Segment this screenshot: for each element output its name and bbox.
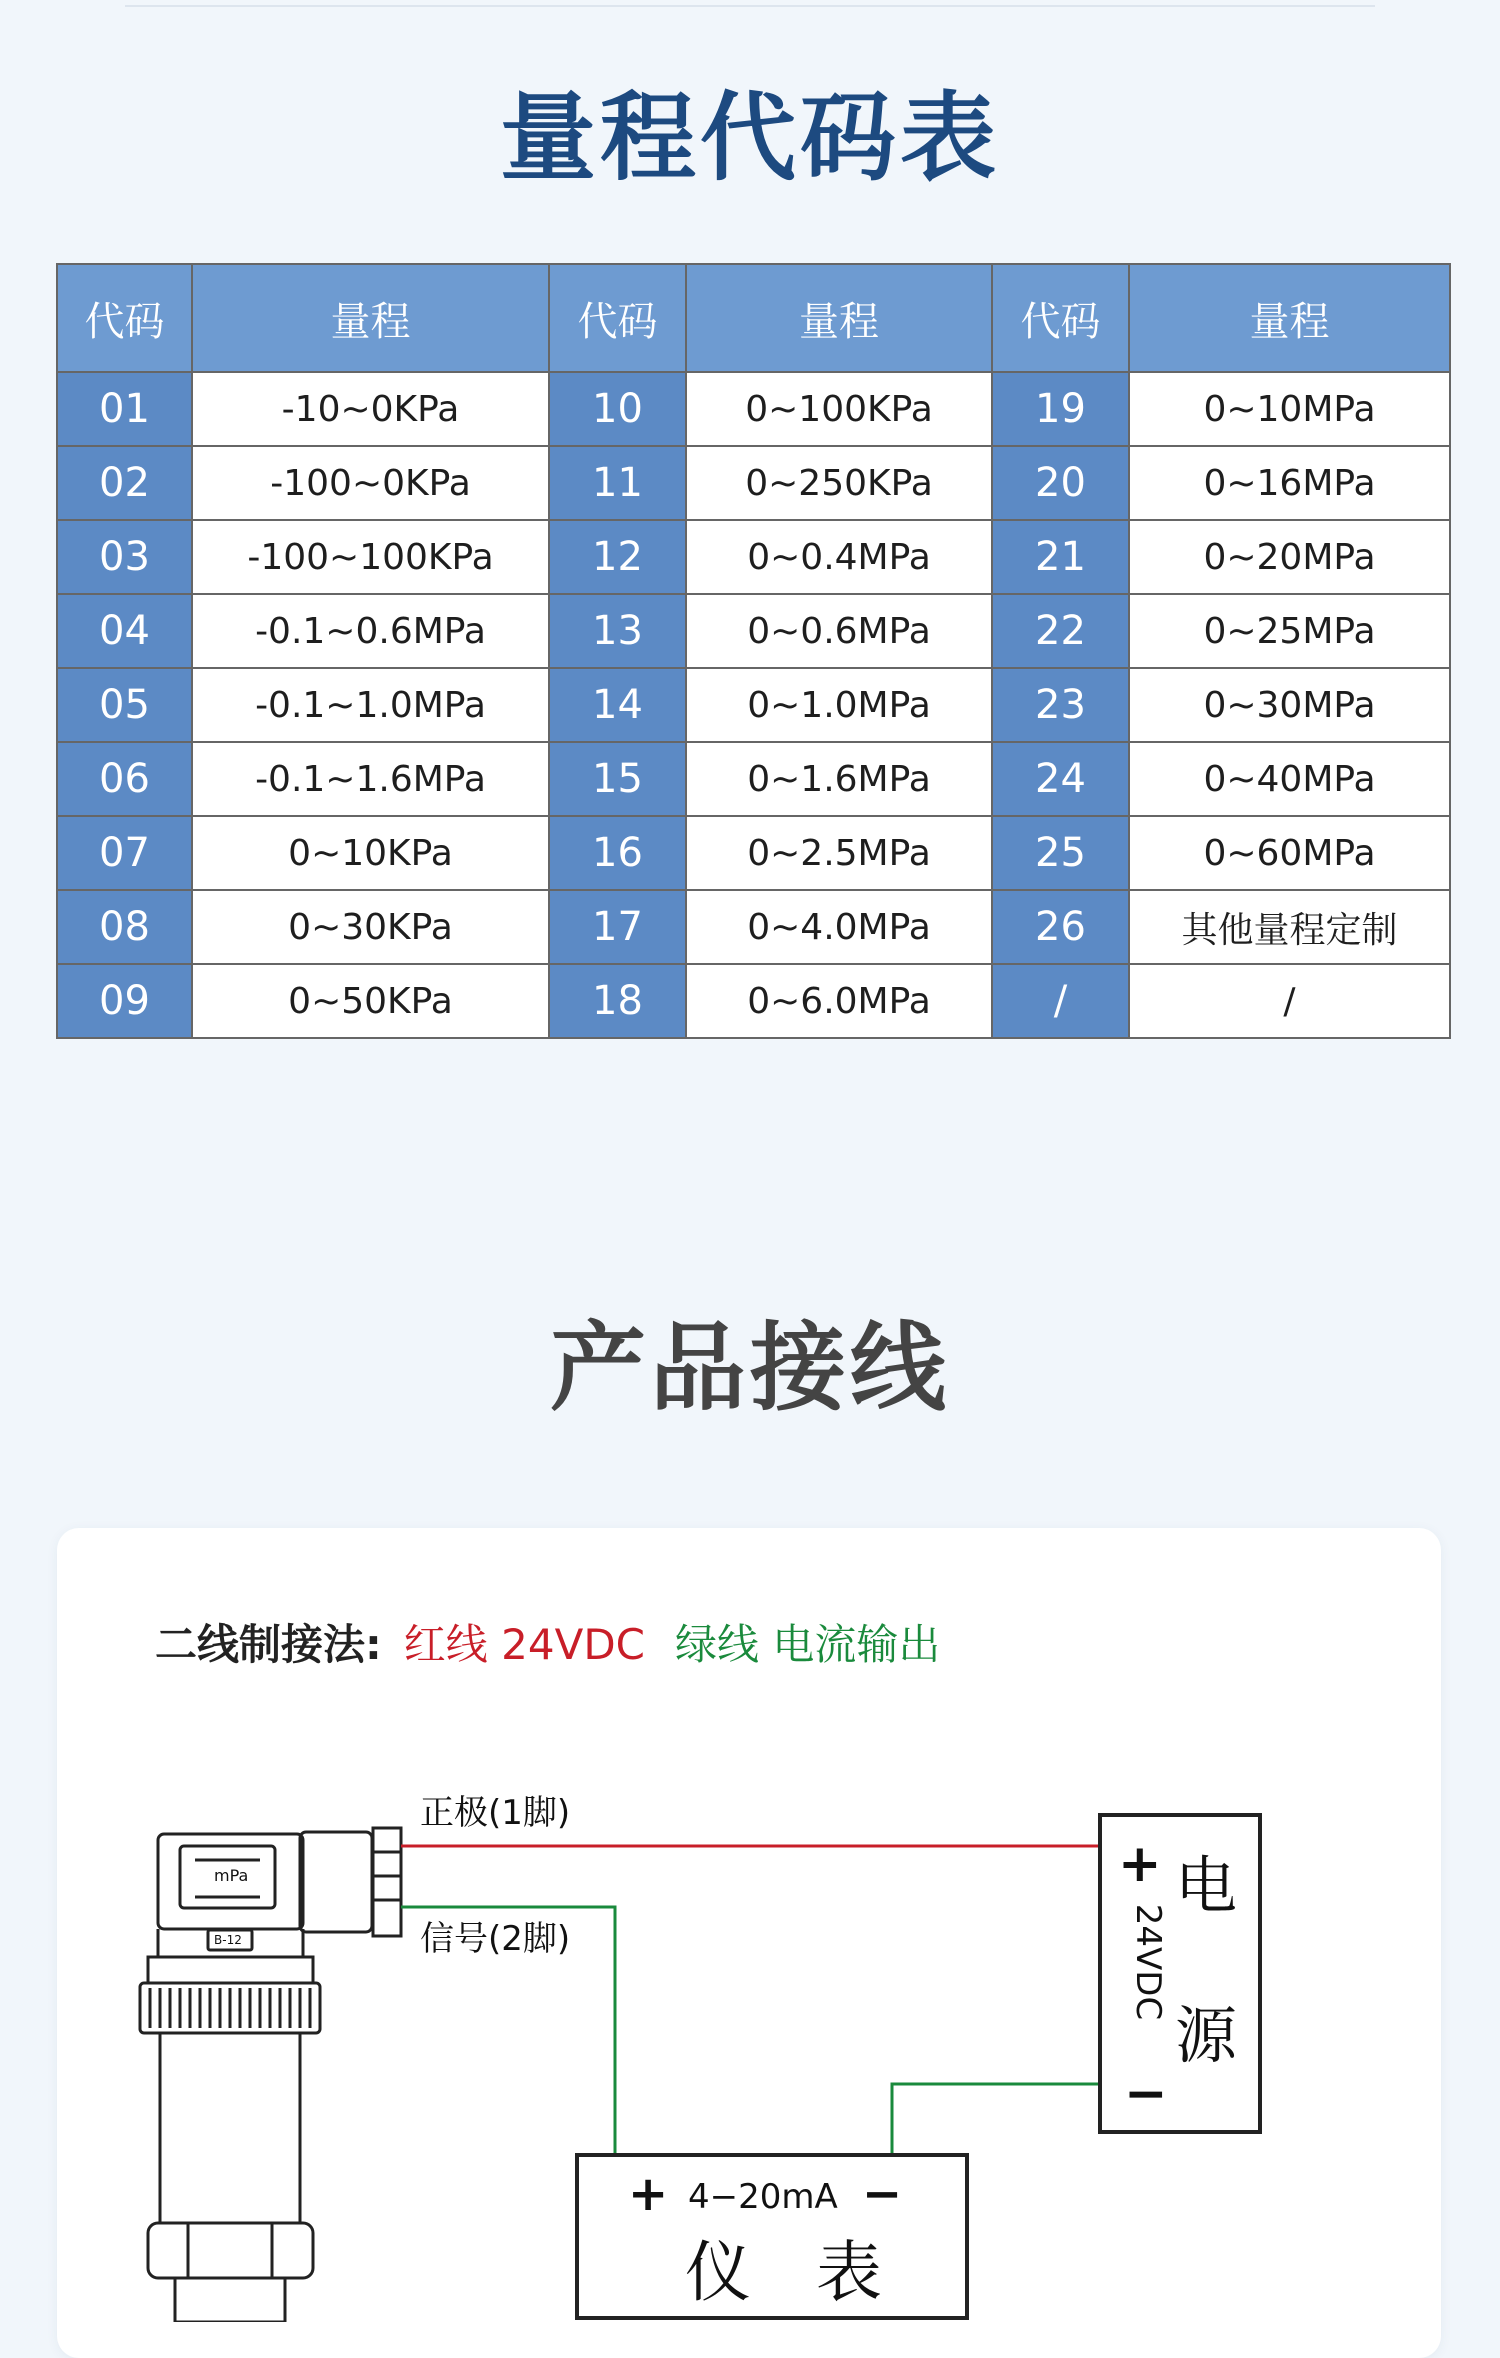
code-cell: 03 [57,520,192,594]
header-code: 代码 [57,264,192,372]
code-cell: 15 [549,742,686,816]
range-cell: 0~2.5MPa [686,816,992,890]
meter-label: 仪 表 [685,2234,904,2311]
range-cell: 0~0.6MPa [686,594,992,668]
range-cell: 0~250KPa [686,446,992,520]
range-cell: 0~4.0MPa [686,890,992,964]
range-cell: 0~30MPa [1129,668,1450,742]
code-cell: 21 [992,520,1129,594]
code-cell: 02 [57,446,192,520]
code-cell: 05 [57,668,192,742]
code-cell: 07 [57,816,192,890]
range-cell: -10~0KPa [192,372,549,446]
range-cell: -0.1~0.6MPa [192,594,549,668]
range-cell: -100~0KPa [192,446,549,520]
code-cell: 22 [992,594,1129,668]
meter-range-label: 4−20mA [688,2177,838,2217]
power-label-char-1: 电 [1175,1849,1238,1922]
green-wire-text: 绿线 电流输出 [675,1620,941,1669]
code-cell: 24 [992,742,1129,816]
power-minus-sign: − [1124,2064,1168,2124]
code-cell: 11 [549,446,686,520]
code-cell: 18 [549,964,686,1038]
header-range: 量程 [1129,264,1450,372]
range-cell: / [1129,964,1450,1038]
range-cell: -0.1~1.0MPa [192,668,549,742]
range-cell: 0~30KPa [192,890,549,964]
header-code: 代码 [992,264,1129,372]
code-cell: 25 [992,816,1129,890]
range-cell: 0~40MPa [1129,742,1450,816]
code-cell: 10 [549,372,686,446]
range-cell: 0~50KPa [192,964,549,1038]
range-cell: 0~10MPa [1129,372,1450,446]
code-cell: 16 [549,816,686,890]
range-cell: -0.1~1.6MPa [192,742,549,816]
range-cell: 0~1.6MPa [686,742,992,816]
range-cell: 0~16MPa [1129,446,1450,520]
range-cell: 0~100KPa [686,372,992,446]
power-voltage-label: 24VDC [1128,1903,1169,2021]
code-cell: 20 [992,446,1129,520]
sensor-grip-ridges [150,1988,310,2028]
meter-minus-sign: − [862,2166,903,2222]
code-cell: 12 [549,520,686,594]
range-cell: 0~10KPa [192,816,549,890]
header-range: 量程 [192,264,549,372]
code-cell: 17 [549,890,686,964]
sensor-illustration [140,1828,401,2322]
sensor-display-text: mPa [214,1866,249,1885]
code-cell: 06 [57,742,192,816]
range-cell: 0~6.0MPa [686,964,992,1038]
range-code-title: 量程代码表 [500,82,1000,194]
code-cell: 09 [57,964,192,1038]
range-cell: 其他量程定制 [1129,890,1450,964]
code-cell: / [992,964,1129,1038]
code-cell: 14 [549,668,686,742]
code-cell: 19 [992,372,1129,446]
range-cell: 0~25MPa [1129,594,1450,668]
range-cell: 0~20MPa [1129,520,1450,594]
code-cell: 26 [992,890,1129,964]
wire-positive-label: 正极(1脚) [420,1793,571,1833]
header-range: 量程 [686,264,992,372]
code-cell: 08 [57,890,192,964]
meter-plus-sign: + [628,2166,669,2222]
range-cell: 0~0.4MPa [686,520,992,594]
wire-signal-label: 信号(2脚) [420,1919,571,1959]
range-cell: -100~100KPa [192,520,549,594]
header-code: 代码 [549,264,686,372]
code-cell: 01 [57,372,192,446]
sensor-tag-text: B-12 [214,1933,242,1947]
red-wire-text: 红线 24VDC [403,1620,645,1669]
power-label-char-2: 源 [1175,1999,1238,2072]
code-cell: 23 [992,668,1129,742]
wiring-title: 产品接线 [550,1312,950,1424]
wiring-method-label: 二线制接法: [155,1620,382,1669]
code-cell: 13 [549,594,686,668]
code-cell: 04 [57,594,192,668]
power-plus-sign: + [1118,1834,1162,1894]
range-cell: 0~60MPa [1129,816,1450,890]
green-wire-return [892,2084,1100,2155]
range-cell: 0~1.0MPa [686,668,992,742]
